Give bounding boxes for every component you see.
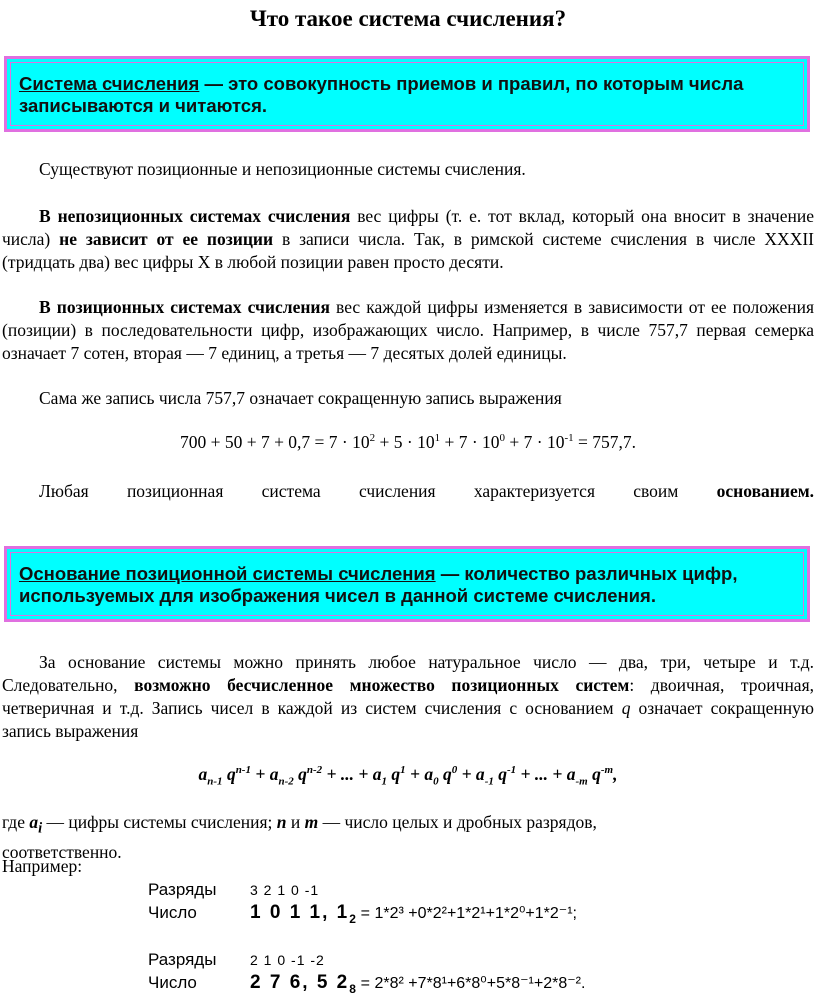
formula-part: + 7 · 10 — [440, 432, 500, 452]
text-span: вес цифры (т. е. тот вклад, который она вносит в значение числа) — [2, 206, 814, 249]
formula-exponent: 0 — [499, 432, 506, 445]
example2-number-row — [148, 972, 585, 996]
number-digits: 2 7 6, 5 2 — [250, 972, 350, 993]
page-title: Что такое система счисления? — [249, 6, 567, 31]
number-base: 8 — [349, 981, 356, 996]
definition-text: — количество различных цифр, используемых для изображения чисел в данной системе счисления. — [19, 563, 738, 606]
definition-box-base — [4, 546, 810, 622]
formula-exponent: -1 — [564, 432, 574, 445]
text-span: означает сокращенную запись выражения — [2, 698, 814, 741]
row-label: Разряды — [148, 880, 217, 899]
example-number — [250, 972, 356, 996]
bold-phrase: не зависит от ее позиции — [59, 229, 274, 249]
paragraph-base-intro — [2, 480, 814, 503]
text-span: : двоичная, троичная, четверичная и т.д. Запись чисел в каждой из систем счисления с основанием — [2, 675, 815, 718]
variable-subscript: i — [38, 820, 43, 837]
formula-part: 700 + 50 + 7 + 0,7 = 7 · 10 — [179, 432, 370, 452]
bold-phrase: возможно бесчисленное множество позиционных систем — [134, 675, 630, 695]
definition-term: Основание позиционной системы счисления — [19, 563, 436, 584]
row-label: Разряды — [148, 950, 217, 969]
definition-term: Система счисления — [19, 73, 200, 94]
expansion-expression: = 1*2³ +0*2²+1*2¹+1*2⁰+1*2⁻¹; — [360, 905, 577, 922]
paragraph-intro: Существуют позиционные и непозиционные системы счисления. — [39, 159, 526, 179]
text-span: За основание системы можно принять любое натуральное число — два, три, четыре и т.д. Следовательно, — [2, 652, 814, 695]
example1-digits-row — [148, 880, 319, 900]
digit-positions: 2 1 0 -1 -2 — [250, 952, 325, 968]
bold-phrase: В непозиционных системах счисления — [39, 206, 351, 226]
bold-phrase: основанием. — [716, 481, 814, 501]
paragraph-nonpositional — [2, 205, 814, 274]
formula-part: + 7 · 10 — [505, 432, 565, 452]
text-span: — число целых и дробных разрядов, соответственно. — [2, 812, 597, 862]
expansion-expression: = 2*8² +7*8¹+6*8⁰+5*8⁻¹+2*8⁻². — [360, 975, 586, 992]
paragraph-base-choice — [2, 651, 814, 743]
example-number — [250, 902, 356, 926]
example2-digits-row — [148, 950, 325, 970]
formula-757-7 — [0, 432, 816, 453]
variable-m: m — [304, 812, 319, 832]
formula-part: = 757,7. — [573, 432, 637, 452]
row-label: Число — [148, 973, 197, 992]
text-span: — цифры системы счисления; — [42, 812, 277, 832]
text-span: вес каждой цифры изменяется в зависимости от ее положения (позиции) в последовательности цифр, изображающих число. Например, в числе 757,7 первая семерка означает 7 сотен, вторая — 7 единиц, а третья — 7 десятых долей единицы. — [2, 297, 814, 363]
variable-q: q — [621, 698, 631, 718]
paragraph-positional — [2, 296, 814, 365]
text-span: где — [2, 812, 30, 832]
paragraph-expression-intro: Сама же запись числа 757,7 означает сокращенную запись выражения — [39, 388, 562, 408]
row-label: Число — [148, 903, 197, 922]
bold-phrase: В позиционных системах счисления — [39, 297, 330, 317]
digit-positions: 3 2 1 0 -1 — [250, 882, 320, 898]
paragraph-example-label: Например: — [2, 856, 83, 876]
example1-number-row — [148, 902, 577, 926]
definition-text: — это совокупность приемов и правил, по которым числа записываются и читаются. — [19, 73, 744, 116]
formula-general: $a_{n-1}$ $q^{n-1} + a_{n-2}$ $q^{n-2}$ + ... + $a_1$ $q^1 + a_0$ $q^0 + a_{-1}$ $q^{-1}$ + ... + $a_{-m}$ $q^{-m}$, — [198, 764, 618, 788]
text-span: Любая позиционная система счисления характеризуется своим — [39, 481, 717, 501]
variable-a: a — [29, 812, 39, 832]
number-digits: 1 0 1 1, 1 — [250, 902, 350, 923]
formula-exponent: 2 — [369, 432, 376, 445]
formula-part: + 5 · 10 — [375, 432, 435, 452]
variable-n: n — [276, 812, 287, 832]
formula-exponent: 1 — [434, 432, 441, 445]
definition-box-number-system — [4, 56, 810, 132]
text-span: в записи числа. Так, в римской системе счисления в числе XXXII (тридцать два) вес цифры X в любой позиции равен просто десяти. — [2, 229, 814, 272]
number-base: 2 — [349, 911, 356, 926]
text-span: и — [286, 812, 305, 832]
